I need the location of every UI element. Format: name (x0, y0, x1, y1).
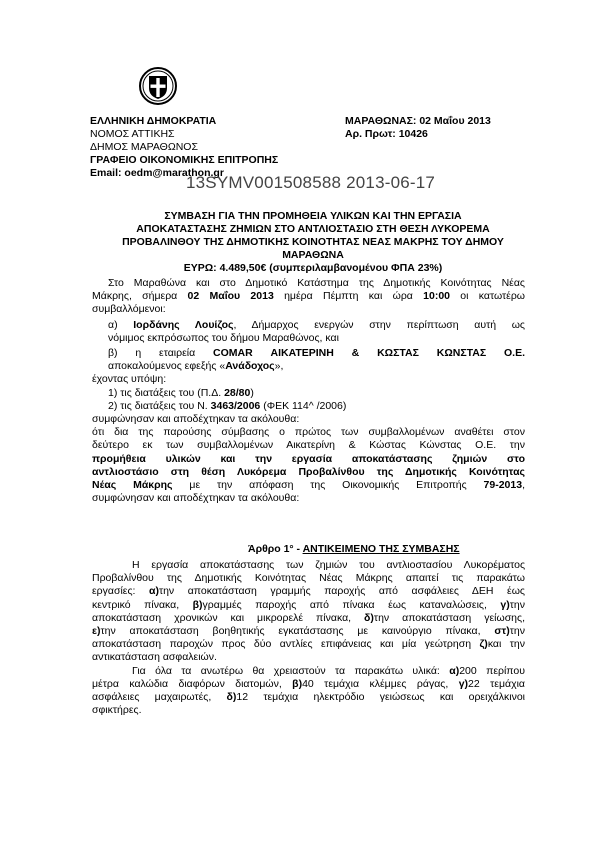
body-line: έχοντας υπόψη: (92, 373, 167, 386)
document-stamp-code: 13SYMV001508588 2013-06-17 (186, 173, 436, 192)
article-line: αντικατάσταση ασφαλειών. (92, 651, 217, 664)
party-a-line: α) Ιορδάνης Λουίζος, Δήμαρχος ενεργών στην περίπτωση αυτή ως (108, 318, 525, 331)
header-date: ΜΑΡΑΘΩΝΑΣ: 02 Μαΐου 2013 (345, 115, 491, 127)
protocol-label: Αρ. Πρωτ: (345, 128, 396, 140)
header-republic: ΕΛΛΗΝΙΚΗ ΔΗΜΟΚΡΑΤΙΑ (90, 115, 217, 127)
article-line: Προβαλίνθου της Δημοτικής Κοινότητας Νέας Μάκρης απαιτεί τις παρακάτω (92, 572, 525, 585)
title-line: ΣΥΜΒΑΣΗ ΓΙΑ ΤΗΝ ΠΡΟΜΗΘΕΙΑ ΥΛΙΚΩΝ ΚΑΙ ΤΗΝ ΕΡΓΑΣΙΑ (164, 210, 462, 222)
header-municipality: ΔΗΜΟΣ ΜΑΡΑΘΩΝΟΣ (90, 141, 198, 153)
contract-title (92, 210, 534, 275)
header-prefecture: ΝΟΜΟΣ ΑΤΤΙΚΗΣ (90, 128, 175, 140)
article-line: Για όλα τα ανωτέρω θα χρειαστούν τα παρακάτω υλικά: α)200 περίπου (132, 664, 525, 677)
header-protocol (345, 128, 491, 141)
greek-coat-of-arms-icon (138, 66, 178, 106)
body-line: ότι δια της παρούσης σύμβασης ο πρώτος των συμβαλλομένων αναθέτει στον (92, 426, 525, 439)
header-left-block (90, 115, 278, 180)
article-line: ασφάλειες μαχαιρωτές, δ)12 τεμάχια ηλεκτρόδιο γειώσεως και ορειχάλκινοι (92, 691, 525, 704)
header-email[interactable]: Email: oedm@marathon.gr (90, 167, 224, 179)
body-line: συμφώνησαν και αποδέχτηκαν τα ακόλουθα: (92, 413, 300, 426)
article-line: Η εργασία αποκατάστασης των ζημιών του αντλιοστασίου Λυκορέματος (132, 559, 525, 571)
party-b-name: COMAR ΑΙΚΑΤΕΡΙΝΗ & ΚΩΣΤΑΣ ΚΩΝΣΤΑΣ Ο.Ε. (213, 347, 525, 360)
title-line: ΜΑΡΑΘΩΝΑ (282, 249, 344, 261)
provision-item: 2) τις διατάξεις του Ν. 3463/2006 (ΦΕΚ 114^ /2006) (108, 399, 347, 412)
body-line: δεύτερο εκ των συμβαλλομένων Αικατερίνη & Κώστας Κώνστας Ο.Ε. την (92, 439, 525, 452)
title-line: ΠΡΟΒΑΛΙΝΘΟΥ ΤΗΣ ΔΗΜΟΤΙΚΗΣ ΚΟΙΝΟΤΗΤΑΣ ΝΕΑΣ ΜΑΚΡΗΣ ΤΟΥ ΔΗΜΟΥ (122, 236, 504, 248)
protocol-number: 10426 (398, 128, 428, 140)
party-b-line: β) η εταιρεία COMAR ΑΙΚΑΤΕΡΙΝΗ & ΚΩΣΤΑΣ ΚΩΝΣΤΑΣ Ο.Ε. (108, 347, 525, 360)
party-a-line: νόμιμος εκπρόσωπος του δήμου Μαραθώνος, και (108, 331, 339, 344)
article-1-title: Άρθρο 1° - ΑΝΤΙΚΕΙΜΕΝΟ ΤΗΣ ΣΥΜΒΑΣΗΣ (248, 543, 460, 555)
decision-ref: 79-2013 (483, 479, 523, 492)
contract-body (92, 277, 525, 505)
body-line: συμφώνησαν και αποδέχτηκαν τα ακόλουθα: (92, 492, 300, 505)
article-line: αποκατάσταση παροχών προς δύο αντλίες επιφάνειας και μία γεώτρηση ζ)και την (92, 638, 526, 651)
article-1-body (92, 559, 525, 717)
article-line: εργασίες: α)την αποκατάσταση γραμμής παροχής από ασφάλειες ΔΕΗ έως (92, 585, 525, 598)
provision-item: 1) τις διατάξεις του (Π.Δ. 28/80) (108, 386, 254, 399)
article-line: σφικτήρες. (92, 704, 142, 717)
contract-date: 02 Μαΐου 2013 (187, 290, 274, 303)
article-line: κεντρικό πίνακα, β)γραμμές παροχής από πίνακα έως καταναλώσεις, γ)την (92, 598, 525, 611)
header-office: ΓΡΑΦΕΙΟ ΟΙΚΟΝΟΜΙΚΗΣ ΕΠΙΤΡΟΠΗΣ (90, 154, 279, 166)
article-line: ε)την αποκατάσταση βοηθητικής εγκατάστασης με καινούργιο πίνακα, στ)την (92, 625, 525, 638)
article-line: μέτρα καλώδια διαφόρων διατομών, β)40 τεμάχια κλέμμες ράγας, γ)22 τεμάχια (92, 677, 525, 690)
body-line: συμβαλλόμενοι: (92, 303, 166, 316)
contractor-term: Ανάδοχος (225, 360, 275, 373)
article-line: αποκατάσταση χρονικών και μικρορελέ πίνακα, δ)την αποκατάσταση γείωσης, (92, 611, 526, 624)
body-line: Μάκρης, σήμερα 02 Μαΐου 2013 ημέρα Πέμπτη και ώρα 10:00 οι κατωτέρω (92, 290, 525, 303)
contract-time: 10:00 (423, 290, 451, 303)
title-line: ΑΠΟΚΑΤΑΣΤΑΣΗΣ ΖΗΜΙΩΝ ΣΤΟ ΑΝΤΛΙΟΣΤΑΣΙΟ ΣΤΗ ΘΕΣΗ ΛΥΚΟΡΕΜΑ (136, 223, 490, 235)
body-line: Νέας Μάκρης με την απόφαση της Οικονομικής Επιτροπής 79-2013, (92, 479, 525, 492)
body-line: Στο Μαραθώνα και στο Δημοτικό Κατάστημα της Δημοτικής Κοινότητας Νέας (108, 277, 525, 289)
body-line: προμήθεια υλικών και την εργασία αποκατάστασης ζημιών στο (92, 452, 525, 465)
header-right-block (345, 115, 491, 141)
party-b-line: αποκαλούμενος εφεξής «Ανάδοχος», (108, 360, 284, 373)
party-a-name: Ιορδάνης Λουίζος (133, 318, 234, 331)
body-line: αντλιοστάσιο στη θέση Λυκόρεμα Προβαλίνθου της Δημοτικής Κοινότητας (92, 465, 525, 478)
contract-amount: ΕΥΡΩ: 4.489,50€ (συμπεριλαμβανομένου ΦΠΑ 23%) (183, 262, 443, 274)
